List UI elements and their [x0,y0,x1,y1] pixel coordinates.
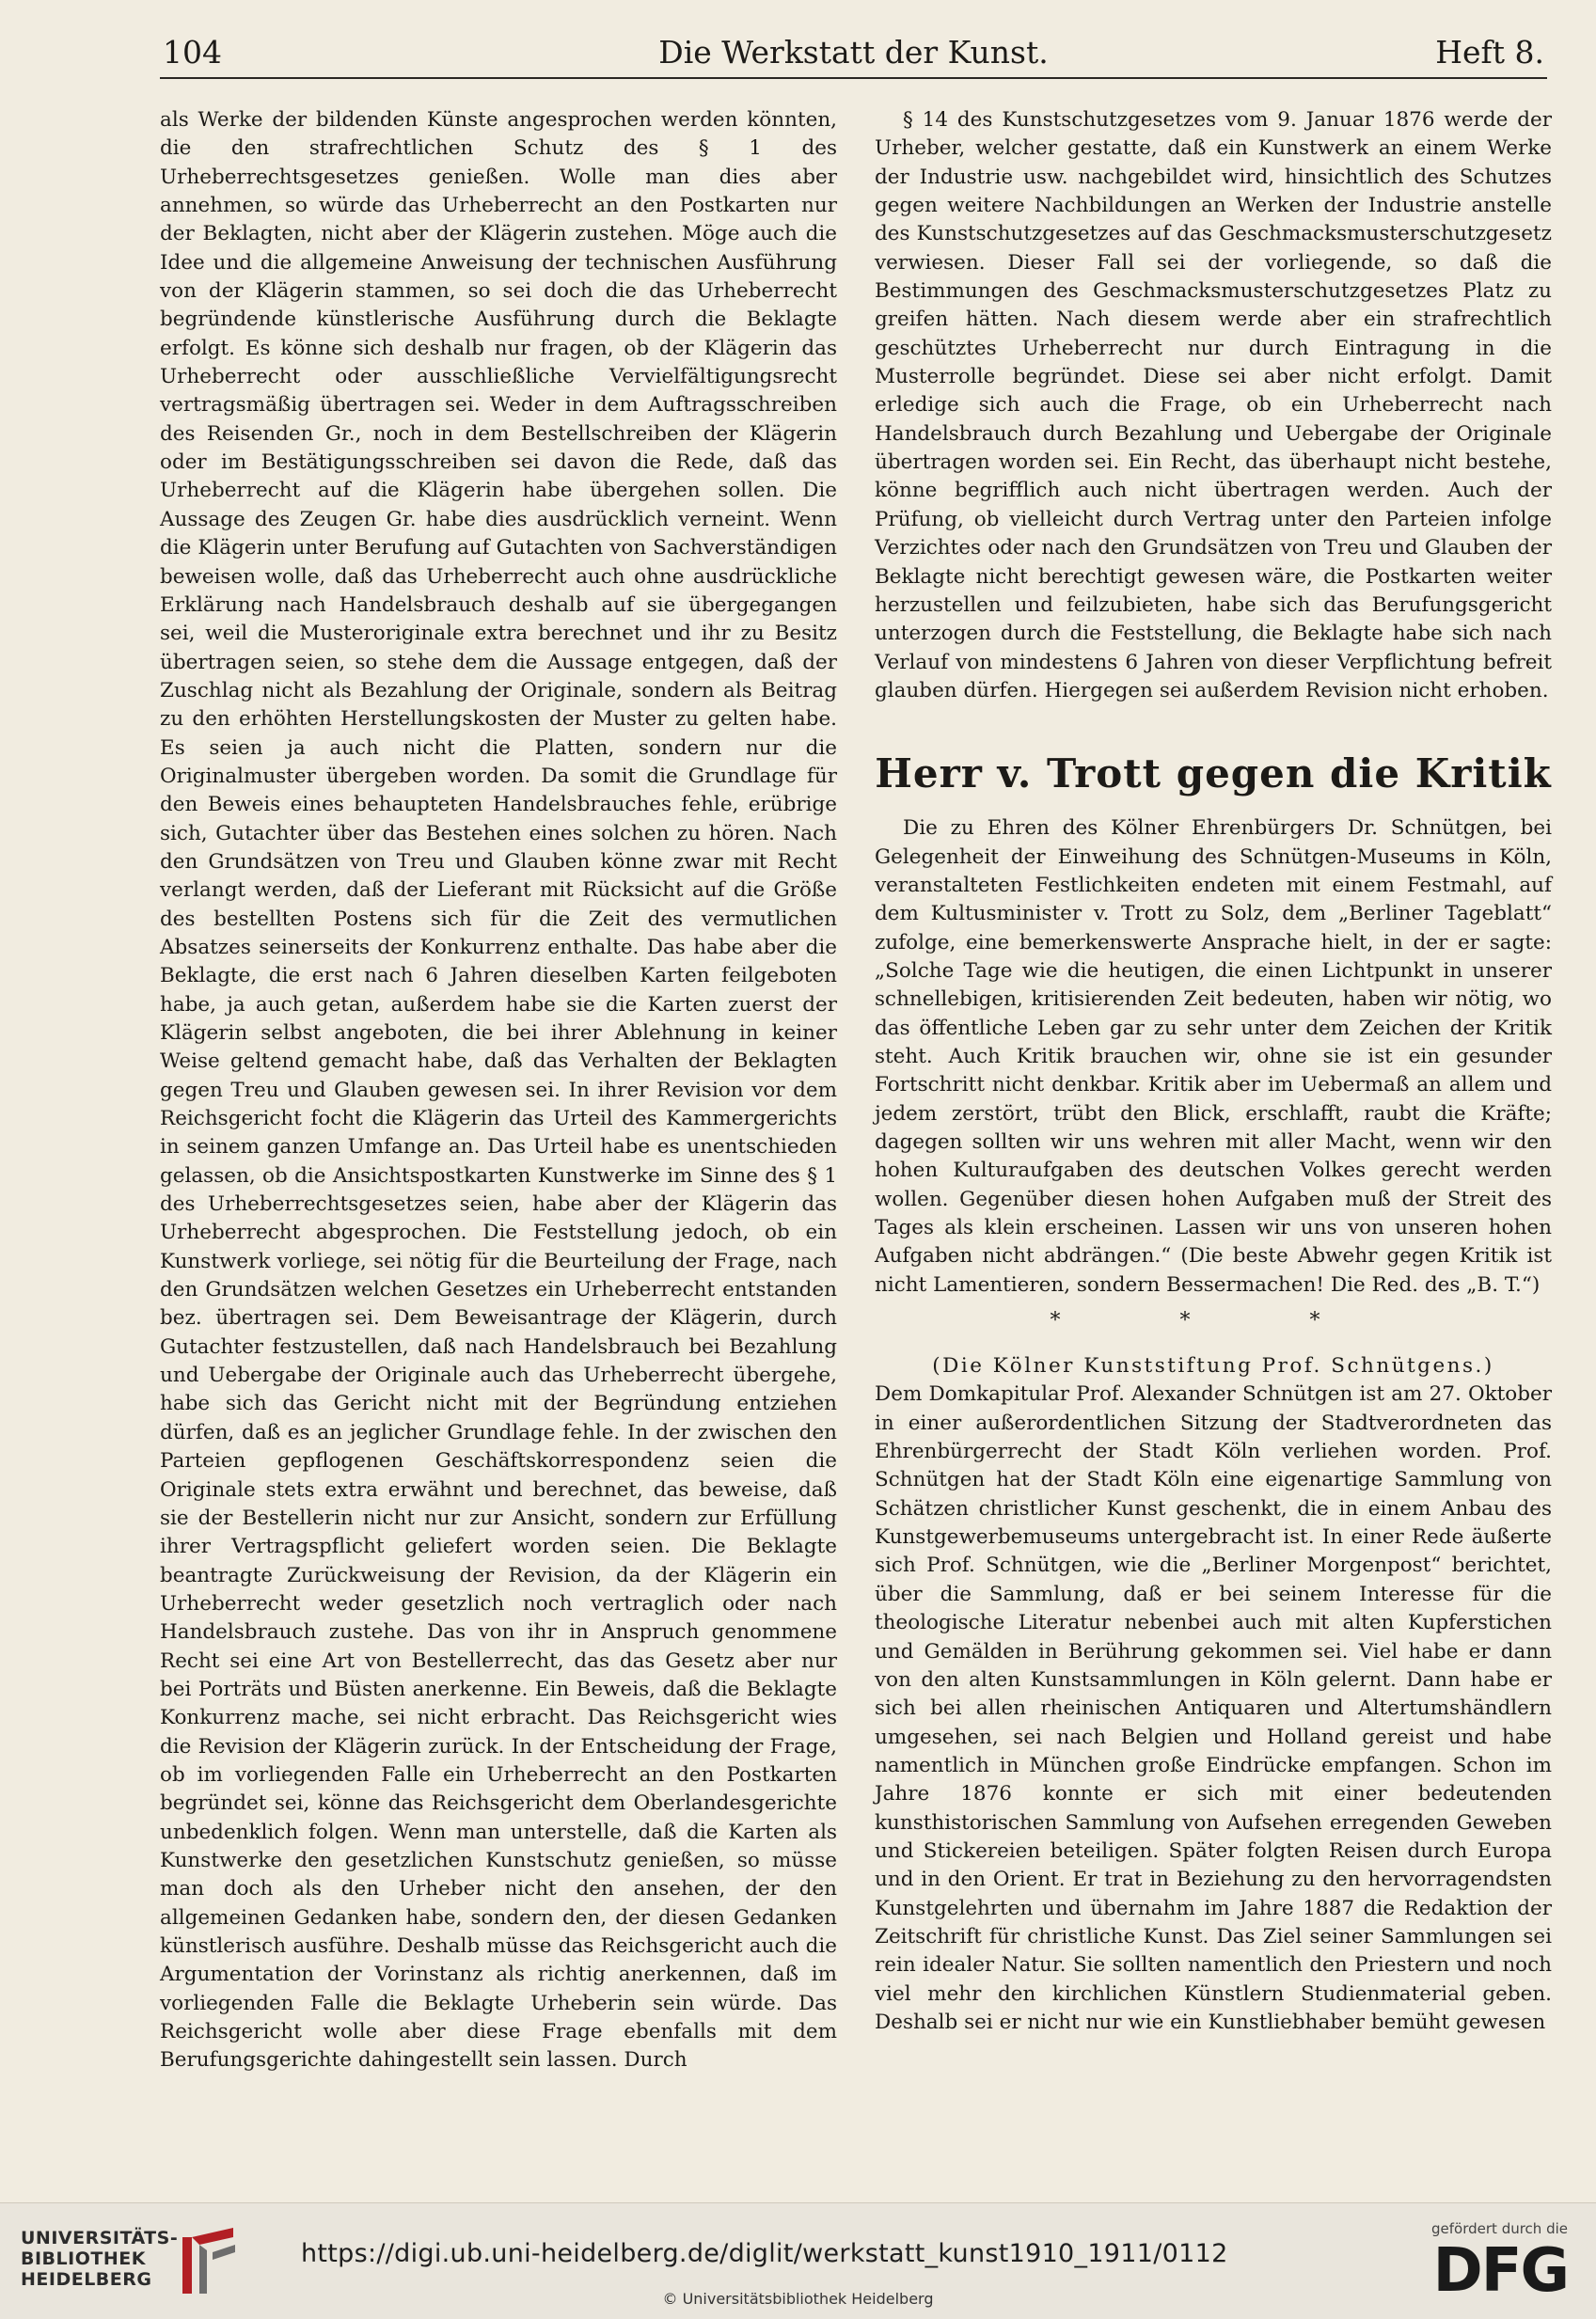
library-emblem-icon [179,2224,241,2299]
page-header [160,30,1547,79]
copyright-notice: © Universitätsbibliothek Heidelberg [662,2290,934,2308]
second-article-body: Dem Domkapitular Prof. Alexander Schnütgen ist am 27. Oktober in einer außerordentlichen Sitzung der Stadtverordneten das Ehrenbürgerrecht der Stadt Köln verliehen worden. Prof. Schnütgen hat der Stadt Köln eine eigenartige Sammlung von Schätzen christlicher Kunst geschenkt, die in einem Anbau des Kunstgewerbemuseums untergebracht ist. In einer Rede äußerte sich Prof. Schnütgen, wie die „Berliner Morgenpost“ berichtet, über die Sammlung, daß er bei seinem Interesse für die theologische Literatur nebenbei auch mit alten Kupferstichen und Gemälden in Berührung gekommen sei. Viel habe er dann von den alten Kunstsammlungen in Köln gelernt. Dann habe er sich bei allen rheinischen Antiquaren und Altertumshändlern umgesehen, sei nach Belgien und Holland gereist und habe namentlich in München große Eindrücke empfangen. Schon im Jahre 1876 konnte er sich mit einer bedeutenden kunsthistorischen Sammlung von Aufsehen erregenden Geweben und Stickereien beteiligen. Später folgten Reisen durch Europa und in den Orient. Er trat in Beziehung zu den hervorragendsten Kunstgelehrten und übernahm im Jahre 1887 die Redaktion der Zeitschrift für christliche Kunst. Das Ziel seiner Sammlungen sei rein idealer Natur. Sie sollten namentlich den Priestern und noch viel mehr den kirchlichen Künstlern Studienmaterial geben. Deshalb sei er nicht nur wie ein Kunstliebhaber bemüht gewesen [875,1382,1552,2034]
funded-by-caption: gefördert durch die [1431,2220,1568,2237]
dfg-logo: DFG [1432,2236,1568,2306]
left-column-text: als Werke der bildenden Künste angesprochen werden könnten, die den strafrechtlichen Schutz des § 1 des Urheberrechtsgesetzes genießen. Wolle man dies aber annehmen, so würde das Urheberrecht an den Postkarten nur der Beklagten, nicht aber der Klägerin zustehen. Möge auch die Idee und die allgemeine Anweisung der technischen Ausführung von der Klägerin stammen, so sei doch die das Urheberrecht begründende künstlerische Ausführung durch die Beklagte erfolgt. Es könne sich deshalb nur fragen, ob der Klägerin das Urheberrecht oder ausschließliche Vervielfältigungsrecht vertragsmäßig übertragen sei. Weder in dem Auftragsschreiben des Reisenden Gr., noch in dem Bestellschreiben der Klägerin oder im Bestätigungsschreiben sei davon die Rede, daß das Urheberrecht auf die Klägerin habe übergehen sollen. Die Aussage des Zeugen Gr. habe dies ausdrücklich verneint. Wenn die Klägerin unter Berufung auf Gutachten von Sachverständigen beweisen wolle, daß das Urheberrecht auch ohne ausdrückliche Erklärung nach Handelsbrauch deshalb auf sie übergegangen sei, weil die Musteroriginale extra berechnet und ihr zu Besitz übertragen seien, so stehe dem die Aussage entgegen, daß der Zuschlag nicht als Bezahlung der Originale, sondern als Beitrag zu den erhöhten Herstellungskosten der Muster zu gelten habe. Es seien ja auch nicht die Platten, sondern nur die Originalmuster übergeben worden. Da somit die Grundlage für den Beweis eines behaupteten Handelsbrauches fehle, erübrige sich, Gutachter über das Bestehen eines solchen zu hören. Nach den Grundsätzen von Treu und Glauben könne zwar mit Recht verlangt werden, daß der Lieferant mit Rücksicht auf die Größe des bestellten Postens sich für die Zeit des vermutlichen Absatzes seinerseits der Konkurrenz enthalte. Das habe aber die Beklagte, die erst nach 6 Jahren dieselben Karten feilgeboten habe, ja auch getan, außerdem habe sie die Karten zuerst der Klägerin selbst angeboten, die bei ihrer Ablehnung in keiner Weise geltend gemacht habe, daß das Verhalten der Beklagten gegen Treu und Glauben gewesen sei. In ihrer Revision vor dem Reichsgericht focht die Klägerin das Urteil des Kammergerichts in seinem ganzen Umfange an. Das Urteil habe es unentschieden gelassen, ob die Ansichtspostkarten Kunstwerke im Sinne des § 1 des Urheberrechtsgesetzes seien, habe aber der Klägerin das Urheberrecht abgesprochen. Die Feststellung jedoch, ob ein Kunstwerk vorliege, sei nötig für die Beurteilung der Frage, nach den Grundsätzen welchen Gesetzes ein Urheberrecht entstanden bez. übertragen sei. Dem Beweisantrage der Klägerin, durch Gutachter festzustellen, daß nach Handelsbrauch bei Bezahlung und Uebergabe der Originale auch das Urheberrecht übergehe, habe sich das Gericht nicht mit der Begründung entziehen dürfen, daß es an jeglicher Grundlage fehle. In der zwischen den Parteien gepflogenen Geschäftskorrespondenz seien die Originale stets extra erwähnt und berechnet, das beweise, daß sie der Bestellerin nicht nur zur Ansicht, sondern zur Erfüllung ihrer Vertragspflicht geliefert worden seien. Die Beklagte beantragte Zurückweisung der Revision, da der Klägerin ein Urheberrecht weder gesetzlich noch vertraglich oder nach Handelsbrauch zustehe. Das von ihr in Anspruch genommene Recht sei eine Art von Bestellerrecht, das das Gesetz aber nur bei Porträts und Büsten anerkenne. Ein Beweis, daß die Beklagte Konkurrenz mache, sei nicht erbracht. Das Reichsgericht wies die Revision der Klägerin zurück. In der Entscheidung der Frage, ob im vorliegenden Falle ein Urheberrecht an den Postkarten begründet sei, könne das Reichsgericht dem Oberlandesgerichte unbedenklich folgen. Wenn man unterstelle, daß die Karten als Kunstwerke den gesetzlichen Kunstschutz genießen, so müsse man doch als den Urheber nicht den ansehen, der den allgemeinen Gedanken habe, sondern den, der diesen Gedanken künstlerisch ausführe. Deshalb müsse das Reichsgericht auch die Argumentation der Vorinstanz als richtig anerkennen, daß im vorliegenden Falle die Beklagte Urheberin sein würde. Das Reichsgericht wolle aber diese Frage ebenfalls mit dem Berufungsgerichte dahingestellt sein lassen. Durch [160,108,837,2073]
left-column [160,106,837,2119]
library-name: UNIVERSITÄTS- BIBLIOTHEK HEIDELBERG [21,2228,179,2290]
journal-title: Die Werkstatt der Kunst. [658,34,1049,71]
page-number: 104 [163,34,222,71]
section-separator: * * * [1050,1309,1377,1333]
issue-number: Heft 8. [1435,34,1544,71]
library-logo[interactable] [21,2224,322,2299]
article-body: Die zu Ehren des Kölner Ehrenbürgers Dr. Schnütgen, bei Gelegenheit der Einweihung des Schnütgen-Museums in Köln, veranstalteten Festlichkeiten endeten mit einem Festmahl, auf dem Kultusminister v. Trott zu Solz, dem „Berliner Tageblatt“ zufolge, eine bemerkenswerte Ansprache hielt, in der er sagte: „Solche Tage wie die heutigen, die einen Lichtpunkt in unserer schnellebigen, kritisierenden Zeit bedeuten, haben wir nötig, wo das öffentliche Leben gar zu sehr unter dem Zeichen der Kritik steht. Auch Kritik brauchen wir, ohne sie ist ein gesunder Fortschritt nicht denkbar. Kritik aber im Uebermaß an allem und jedem zerstört, trübt den Blick, erschlafft, raubt die Kräfte; dagegen sollten wir uns wehren mit aller Macht, wenn wir den hohen Kulturaufgaben des deutschen Volkes gerecht werden wollen. Gegenüber diesen hohen Aufgaben muß der Streit des Tages als klein erscheinen. Lassen wir uns von unseren hohen Aufgaben nicht abdrängen.“ (Die beste Abwehr gegen Kritik ist nicht Lamentieren, sondern Bessermachen! Die Red. des „B. T.“) [875,816,1552,1297]
article-title: Herr v. Trott gegen die Kritik [875,750,1552,797]
second-article-heading: (Die Kölner Kunststiftung Prof. Schnütgens.) [932,1354,1494,1379]
funder-block[interactable] [1380,2220,1568,2307]
previous-article-continuation: § 14 des Kunstschutzgesetzes vom 9. Januar 1876 werde der Urheber, welcher gestatte, daß ein Kunstwerk an einem Werke der Industrie usw. nachgebildet wird, hinsichtlich des Schutzes gegen weitere Nachbildungen an Werken der Industrie anstelle des Kunstschutzgesetzes auf das Geschmacksmusterschutzgesetz verwiesen. Dieser Fall sei der vorliegende, so daß die Bestimmungen des Geschmacksmusterschutzgesetzes Platz zu greifen hätten. Nach diesem werde aber ein strafrechtlich geschütztes Urheberrecht nur durch Eintragung in die Musterrolle begründet. Diese sei aber nicht erfolgt. Damit erledige sich auch die Frage, ob ein Urheberrecht nach Handelsbrauch durch Bezahlung und Uebergabe der Originale übertragen worden sei. Ein Recht, das überhaupt nicht bestehe, könne begrifflich auch nicht übertragen werden. Auch der Prüfung, ob vielleicht durch Vertrag unter den Parteien infolge Verzichtes oder nach den Grundsätzen von Treu und Glauben der Beklagte nicht berechtigt gewesen wäre, die Postkarten weiter herzustellen und feilzubieten, habe sich das Berufungsgericht unterzogen durch die Feststellung, die Beklagte habe sich nach Verlauf von mindestens 6 Jahren von dieser Verpflichtung befreit glauben dürfen. Hiergegen sei außerdem Revision nicht erhoben. [875,108,1552,702]
right-column [875,106,1552,2119]
document-url-link[interactable]: https://digi.ub.uni-heidelberg.de/diglit/werkstatt_kunst1910_1911/0112 [301,2239,1228,2268]
footer-bar [0,2202,1596,2319]
